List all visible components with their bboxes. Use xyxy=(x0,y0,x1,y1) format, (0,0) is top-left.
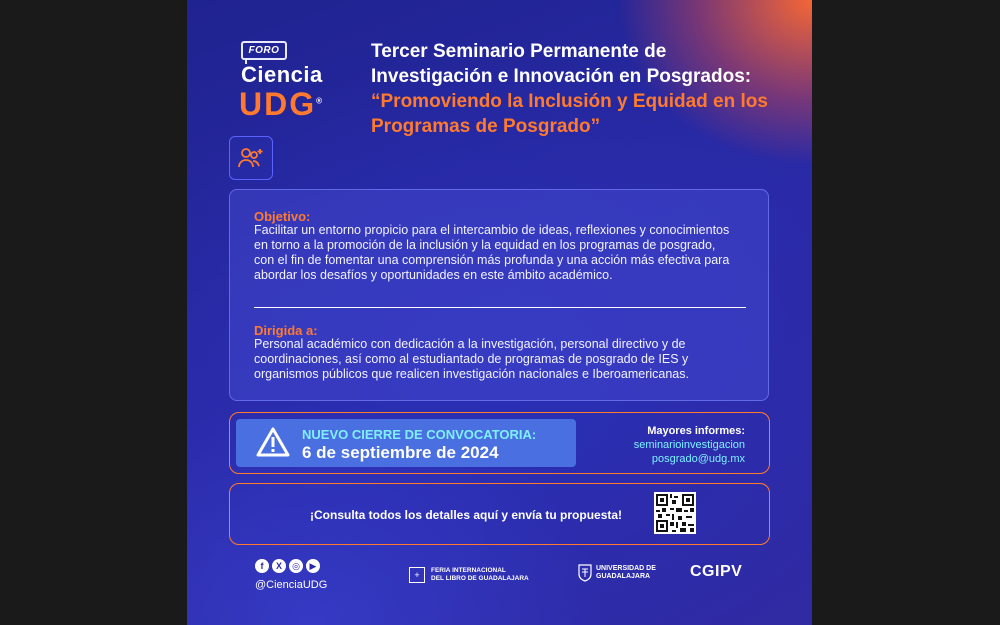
contact-label: Mayores informes: xyxy=(647,425,745,437)
fil-line1: FERIA INTERNACIONAL xyxy=(431,567,506,574)
audience-label: Dirigida a: xyxy=(254,323,318,338)
udg-logo xyxy=(578,564,656,582)
info-card xyxy=(229,189,769,401)
x-icon[interactable]: X xyxy=(272,559,286,573)
youtube-icon[interactable]: ▶ xyxy=(306,559,320,573)
udg-shield-icon xyxy=(578,564,592,582)
objective-text: Facilitar un entorno propicio para el intercambio de ideas, reflexiones y conocimientos en torno a la promoción de la inclusión y la equidad en los programas de posgrado, con el fin de fomentar una comprensión más profunda y una acción más efectiva para abordar los desafíos y oportunidades en este ámbito académico. xyxy=(254,223,730,282)
registered-mark: ® xyxy=(316,96,325,106)
social-handle[interactable]: @CienciaUDG xyxy=(255,579,328,591)
qr-code[interactable] xyxy=(654,492,696,534)
deadline-banner xyxy=(236,419,576,467)
warning-icon xyxy=(256,426,290,458)
title-subtitle: “Promoviendo la Inclusión y Equidad en los Programas de Posgrado” xyxy=(371,91,768,137)
fil-line2: DEL LIBRO DE GUADALAJARA xyxy=(431,575,529,582)
udg-line2: GUADALAJARA xyxy=(596,573,651,580)
fil-mark-icon: + xyxy=(409,567,425,583)
poster xyxy=(187,0,812,625)
logo-udg-text: UDG xyxy=(239,86,317,122)
people-icon-box xyxy=(229,136,273,180)
consult-card[interactable] xyxy=(229,483,770,545)
audience-text: Personal académico con dedicación a la investigación, personal directivo y de coordinaciones, así como al estudiantado de programas de posgrado de IES y organismos públicos que realicen investigación nacionales e Iberoamericanas. xyxy=(254,337,689,381)
deadline-card xyxy=(229,412,770,474)
logo-udg xyxy=(239,86,324,123)
contact-email[interactable] xyxy=(595,438,745,466)
cgipv-logo xyxy=(690,563,742,581)
fil-text xyxy=(431,567,529,583)
consult-text: ¡Consulta todos los detalles aquí y envía tu propuesta! xyxy=(310,508,623,522)
qr-code-icon xyxy=(654,492,696,534)
deadline-date: 6 de septiembre de 2024 xyxy=(302,443,499,462)
logo-foro: FORO xyxy=(241,41,287,60)
deadline-label: NUEVO CIERRE DE CONVOCATORIA: xyxy=(302,427,537,442)
objective-label: Objetivo: xyxy=(254,209,311,224)
cgipv-text: CGIPV xyxy=(690,563,743,580)
page-title xyxy=(371,39,771,139)
divider xyxy=(254,307,746,308)
social-icons xyxy=(255,559,320,573)
logo-ciencia: Ciencia xyxy=(241,62,323,87)
contact-email-line2: posgrado@udg.mx xyxy=(651,453,745,465)
people-icon xyxy=(237,146,265,170)
facebook-icon[interactable]: f xyxy=(255,559,269,573)
title-main: Tercer Seminario Permanente de Investigación e Innovación en Posgrados: xyxy=(371,41,752,87)
instagram-icon[interactable]: ◎ xyxy=(289,559,303,573)
udg-text xyxy=(596,565,656,581)
contact-email-line1: seminarioinvestigacion xyxy=(633,439,745,451)
fil-logo xyxy=(409,567,529,583)
udg-line1: UNIVERSIDAD DE xyxy=(596,565,656,572)
